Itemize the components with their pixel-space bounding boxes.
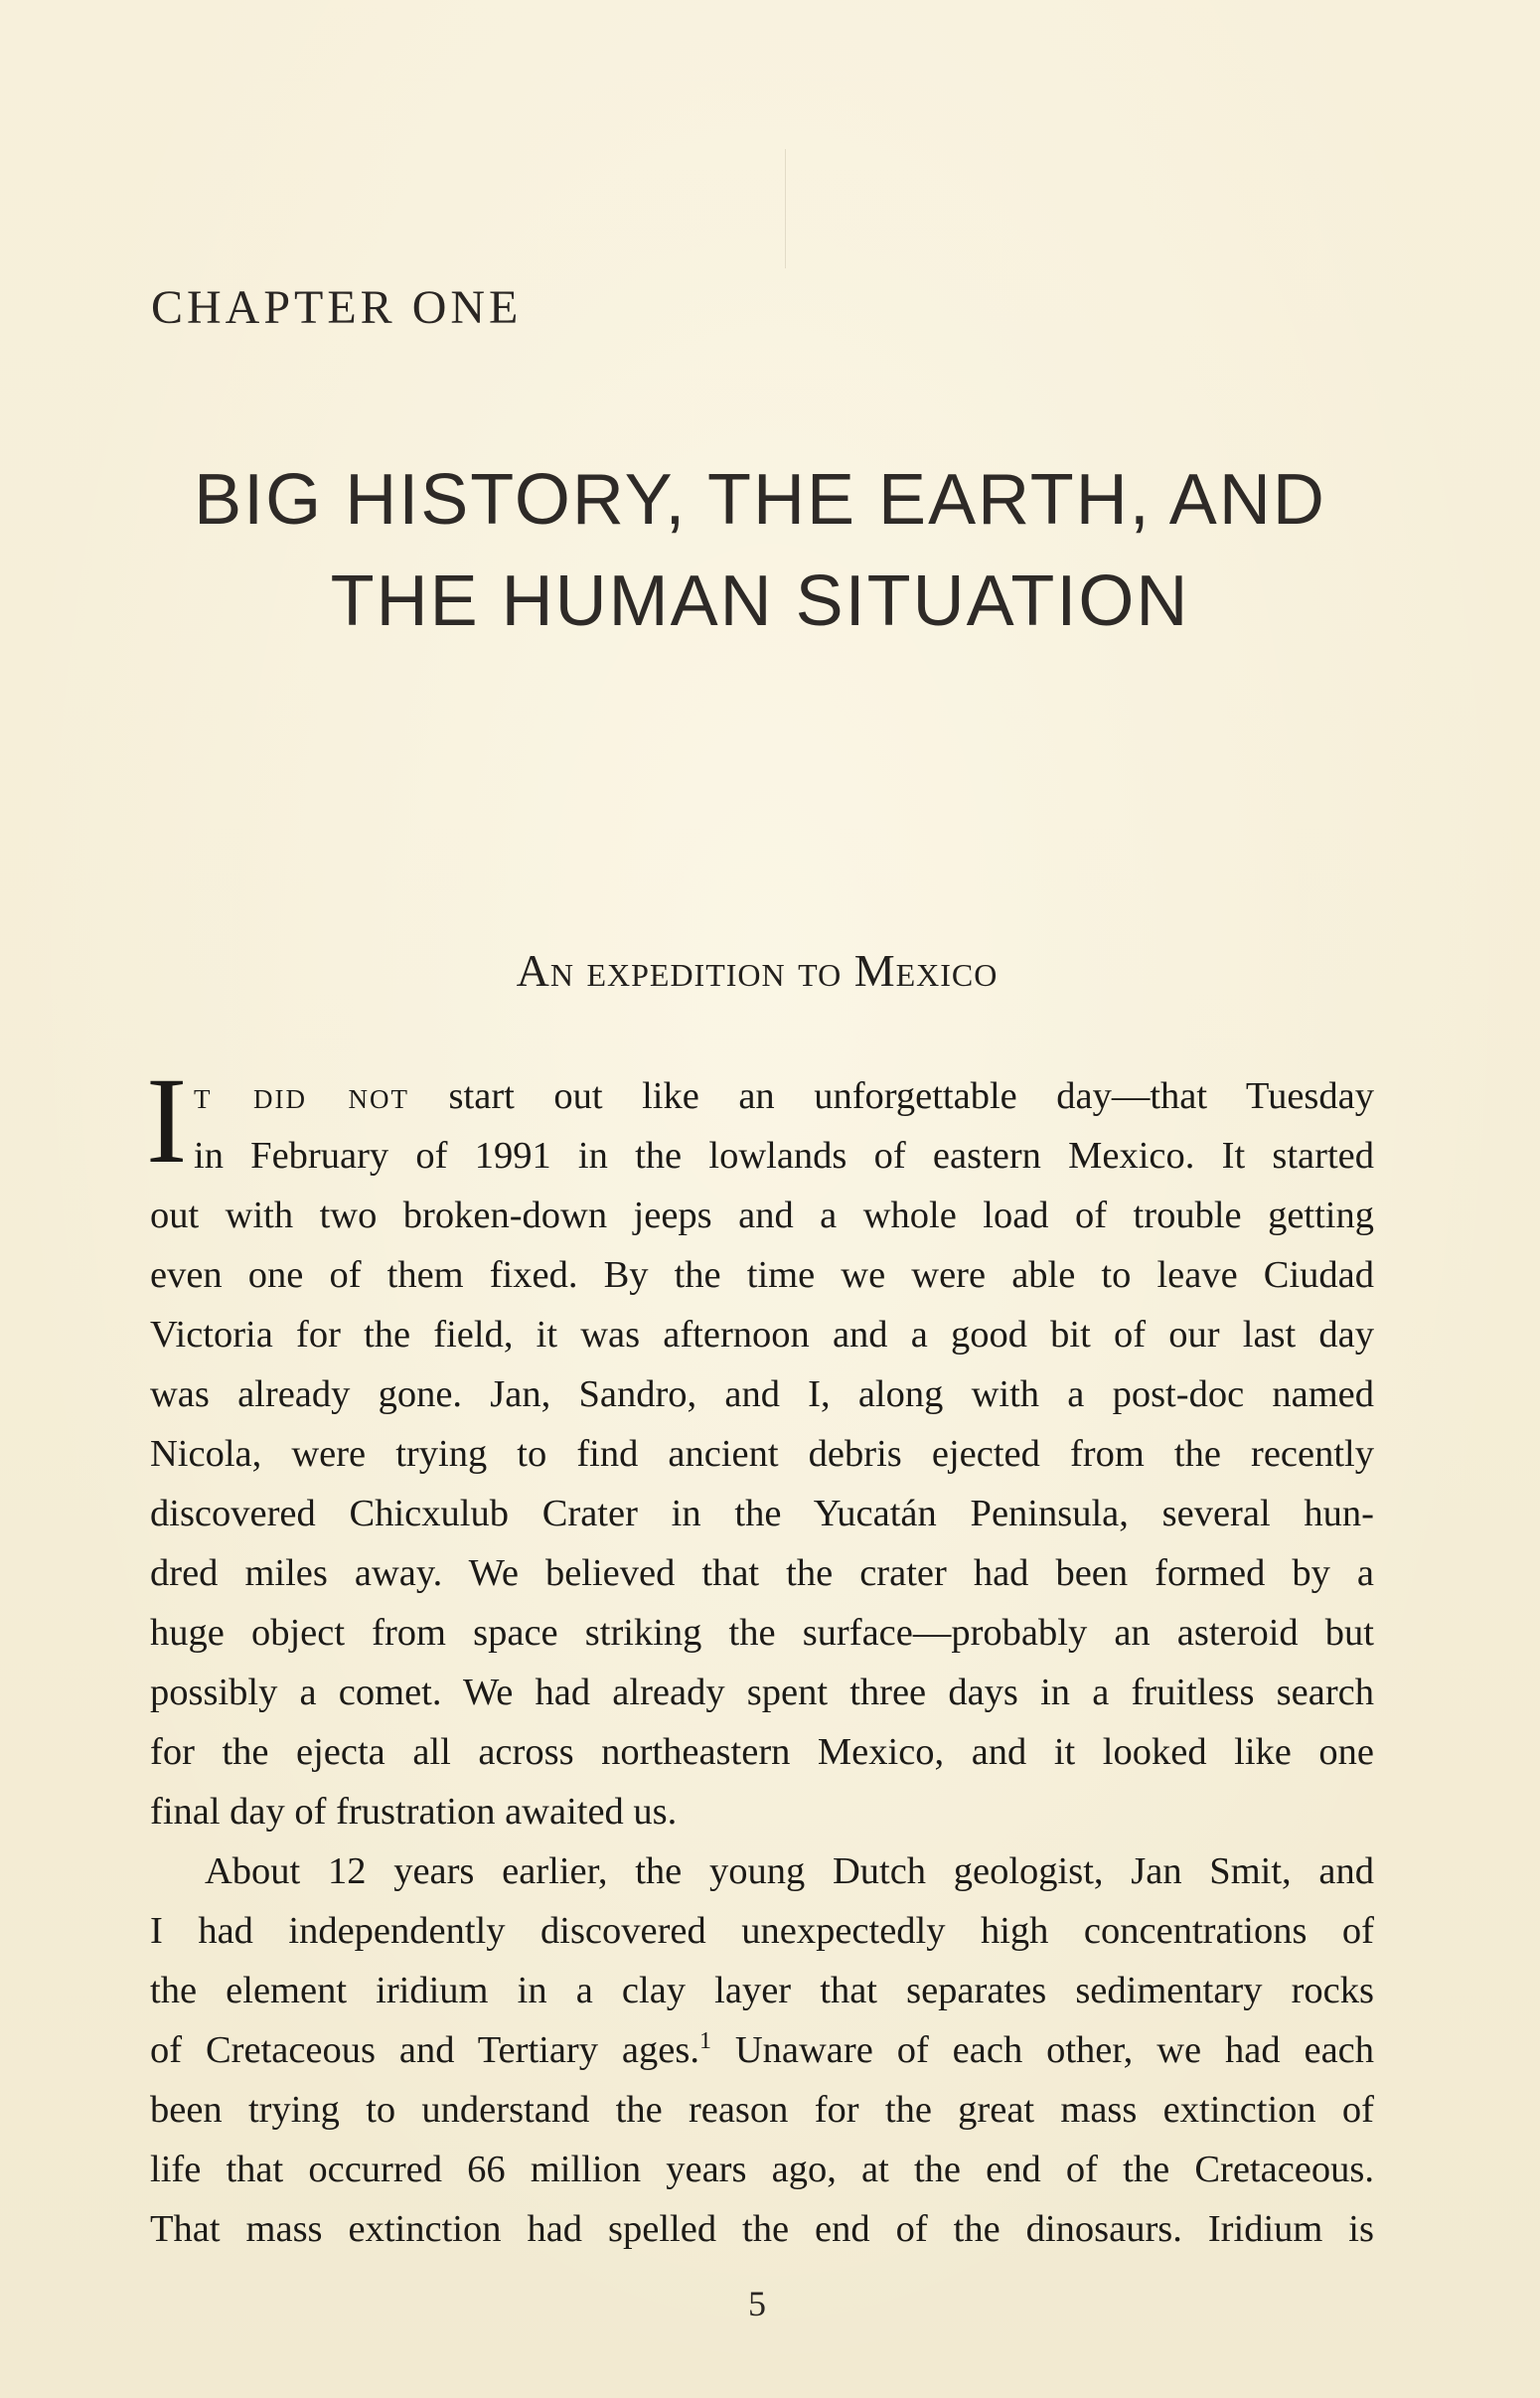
text-line: I had independently discovered unexpectedly high concentrations of — [150, 1910, 1374, 1952]
text-line: in February of 1991 in the lowlands of eastern Mexico. It started — [194, 1135, 1374, 1177]
chapter-title-line-1: BIG HISTORY, THE EARTH, AND — [194, 460, 1326, 540]
text-line: That mass extinction had spelled the end of the dinosaurs. Iridium is — [150, 2208, 1374, 2250]
text-line: Victoria for the field, it was afternoon and a good bit of our last day — [150, 1314, 1374, 1356]
text-line: discovered Chicxulub Crater in the Yucatán Peninsula, several hun- — [150, 1493, 1374, 1534]
section-heading: An expedition to Mexico — [516, 945, 999, 996]
body-text — [146, 1052, 1374, 2259]
chapter-title — [139, 449, 1381, 652]
text-line: out with two broken-down jeeps and a whole load of trouble getting — [150, 1195, 1374, 1236]
text-line: life that occurred 66 million years ago, at the end of the Cretaceous. — [150, 2149, 1374, 2190]
page-crease-mark — [785, 149, 786, 268]
text-fragment: of Cretaceous and Tertiary ages. — [150, 2029, 699, 2071]
footnote-reference[interactable]: 1 — [698, 2028, 711, 2054]
page-number: 5 — [748, 2284, 766, 2323]
drop-cap: I — [146, 1052, 188, 1189]
text-line: been trying to understand the reason for the great mass extinction of — [150, 2089, 1374, 2131]
text-line: huge object from space striking the surface—probably an asteroid but — [150, 1612, 1374, 1654]
text-line: final day of frustration awaited us. — [150, 1791, 678, 1833]
text-fragment: Unaware of each other, we had each — [710, 2029, 1374, 2071]
text-line: even one of them fixed. By the time we were able to leave Ciudad — [150, 1254, 1374, 1296]
text-line: the element iridium in a clay layer that separates sedimentary rocks — [150, 1970, 1374, 2011]
text-line: Nicola, were trying to find ancient debris ejected from the recently — [150, 1433, 1374, 1475]
text-fragment: start out like an unforgettable day—that Tuesday — [409, 1075, 1374, 1117]
text-line: possibly a comet. We had already spent three days in a fruitless search — [150, 1672, 1374, 1713]
text-line — [150, 2020, 1374, 2080]
paragraph-1 — [146, 1052, 1374, 1841]
text-line: dred miles away. We believed that the crater had been formed by a — [150, 1552, 1374, 1594]
text-line: About 12 years earlier, the young Dutch geologist, Jan Smit, and — [205, 1850, 1374, 1892]
text-line: for the ejecta all across northeastern Mexico, and it looked like one — [150, 1731, 1374, 1773]
text-line: was already gone. Jan, Sandro, and I, along with a post-doc named — [150, 1373, 1374, 1415]
chapter-title-line-2: THE HUMAN SITUATION — [330, 561, 1190, 641]
lead-small-caps: t did not — [194, 1075, 410, 1117]
paragraph-2 — [150, 1841, 1374, 2259]
chapter-label: CHAPTER ONE — [151, 281, 523, 334]
